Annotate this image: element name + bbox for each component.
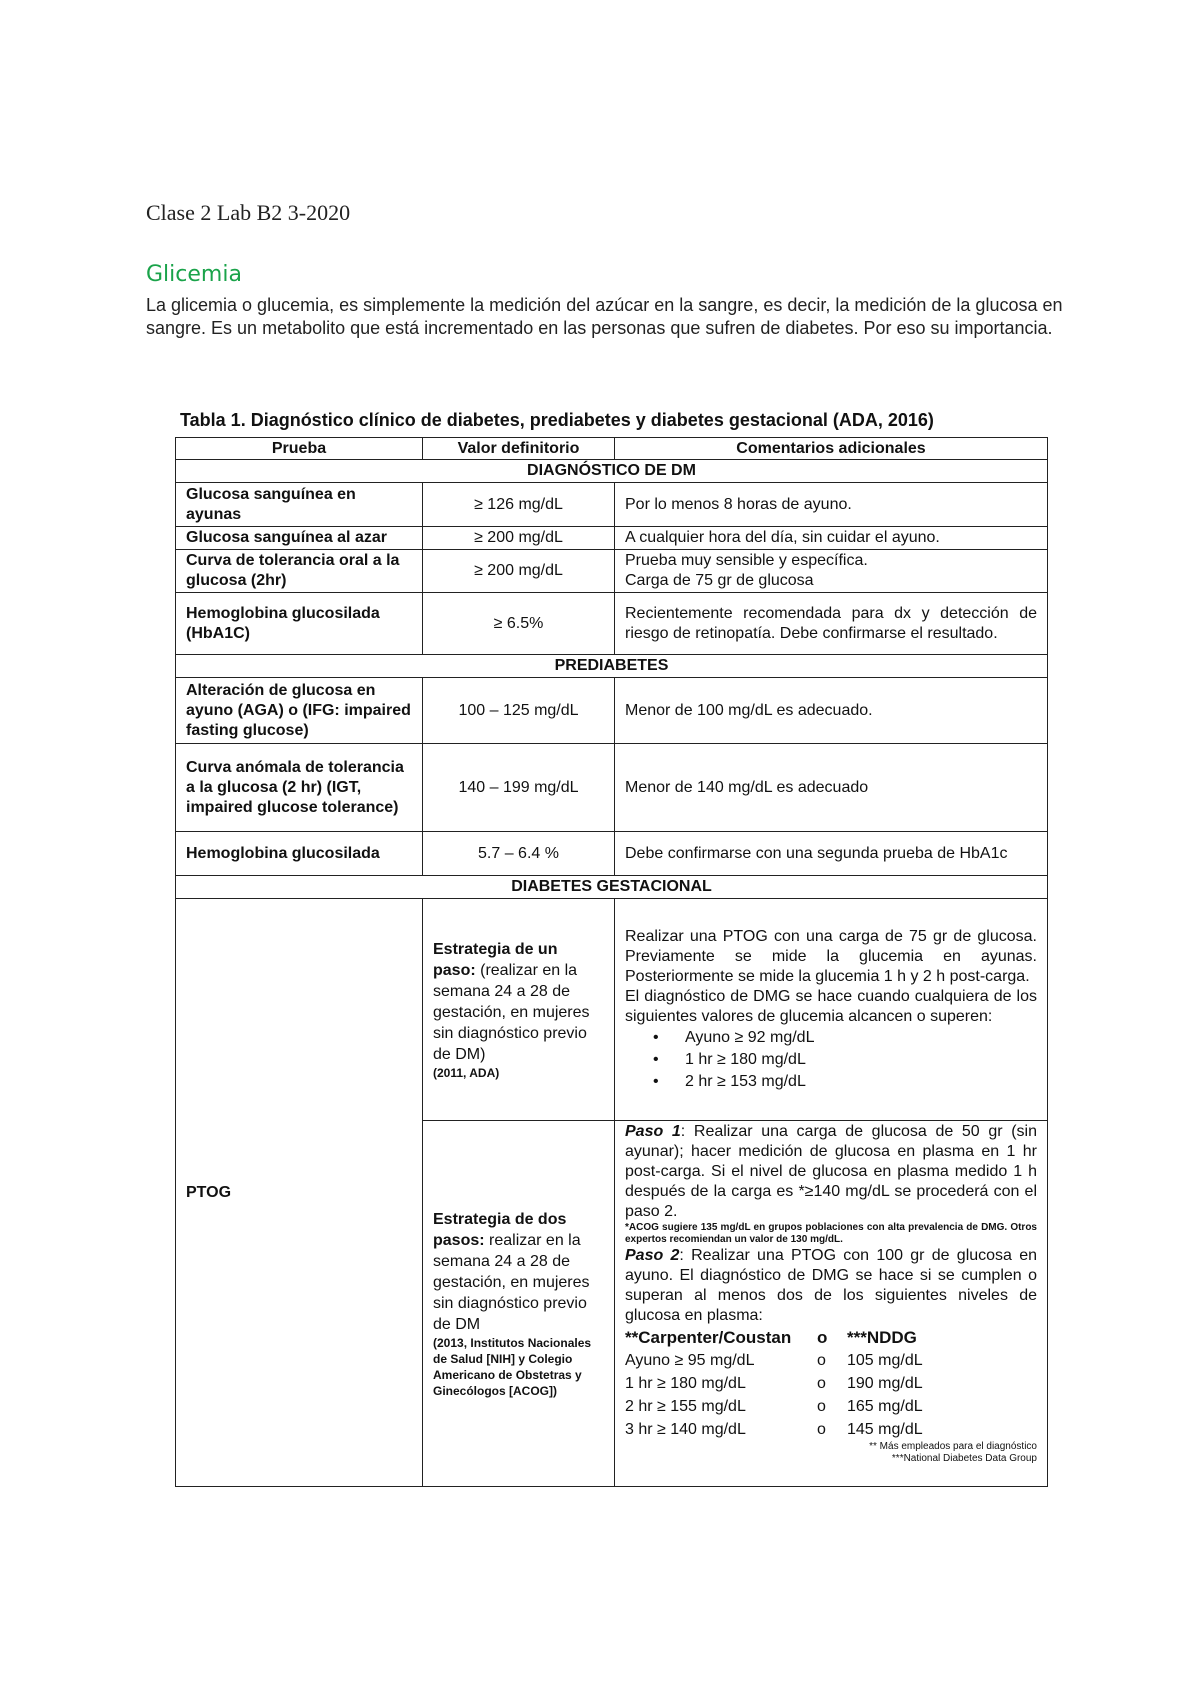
section-prediabetes: PREDIABETES (176, 655, 1048, 678)
criteria-cell: Ayuno ≥ 95 mg/dL (625, 1352, 755, 1369)
criteria-cell: o (817, 1398, 826, 1415)
criteria-cell: o (817, 1375, 826, 1392)
section-gestational: DIABETES GESTACIONAL (176, 876, 1048, 899)
criteria-header: ***NDDG (847, 1328, 917, 1347)
table-title: Tabla 1. Diagnóstico clínico de diabetes, prediabetes y diabetes gestacional (ADA, 2016) (180, 410, 934, 430)
table-row (176, 744, 1048, 832)
diagnosis-table (175, 437, 1048, 1487)
header-prueba: Prueba (176, 438, 423, 460)
section-dm: DIAGNÓSTICO DE DM (176, 460, 1048, 483)
one-step-bullets (625, 1027, 1037, 1093)
test-value: ≥ 200 mg/dL (423, 550, 615, 593)
list-item: • Ayuno ≥ 92 mg/dL (685, 1027, 1037, 1049)
test-comment: Por lo menos 8 horas de ayuno. (615, 483, 1048, 527)
header-valor: Valor definitorio (423, 438, 615, 460)
test-name: Glucosa sanguínea al azar (176, 527, 423, 550)
criteria-grid (625, 1326, 1037, 1441)
document-header: Clase 2 Lab B2 3-2020 (146, 200, 351, 225)
test-comment: Menor de 100 mg/dL es adecuado. (615, 678, 1048, 744)
comment-line: Carga de 75 gr de glucosa (625, 572, 814, 589)
step1-text: : Realizar una carga de glucosa de 50 gr (sin ayunar); hacer medición de glucosa en plasma en 1 hr post-carga. Si el nivel de glucosa en plasma medido 1 h después de la carga es *≥140 mg/dL se procederá con el paso 2. (625, 1123, 1038, 1220)
footnote: ** Más empleados para el diagnóstico (869, 1441, 1037, 1452)
step2-label: Paso 2 (625, 1247, 680, 1264)
two-step-comment (615, 1121, 1048, 1487)
strategy-two-step (423, 1121, 615, 1487)
criteria-cell: 2 hr ≥ 155 mg/dL (625, 1398, 746, 1415)
table-row (176, 678, 1048, 744)
test-comment: A cualquier hora del día, sin cuidar el ayuno. (615, 527, 1048, 550)
strategy-desc: (realizar en la semana 24 a 28 de gestación, en mujeres sin diagnóstico previo de DM) (433, 961, 590, 1063)
intro-paragraph: La glicemia o glucemia, es simplemente la medición del azúcar en la sangre, es decir, la medición de la glucosa en sangre. Es un metabolito que está incrementado en las personas que sufren de diabetes. Por eso su importancia. (146, 295, 1063, 338)
test-value: ≥ 126 mg/dL (423, 483, 615, 527)
test-name: Curva de tolerancia oral a la glucosa (2hr) (176, 550, 423, 593)
one-step-comment (615, 899, 1048, 1121)
criteria-cell: o (817, 1352, 826, 1369)
list-item: • 2 hr ≥ 153 mg/dL (685, 1071, 1037, 1093)
table-row (176, 483, 1048, 527)
criteria-cell: 165 mg/dL (847, 1398, 923, 1415)
test-name: Hemoglobina glucosilada (176, 832, 423, 876)
strategy-ref: (2013, Institutos Nacionales de Salud [NIH] y Colegio Americano de Obstetras y Ginecólogos [ACOG]) (433, 1335, 592, 1398)
criteria-cell: 145 mg/dL (847, 1421, 923, 1438)
test-comment: Debe confirmarse con una segunda prueba de HbA1c (615, 832, 1048, 876)
test-name: Glucosa sanguínea en ayunas (176, 483, 423, 527)
table-header-row (176, 438, 1048, 460)
strategy-one-step (423, 899, 615, 1121)
ptog-label: PTOG (176, 899, 423, 1487)
criteria-cell: 105 mg/dL (847, 1352, 923, 1369)
strategy-desc: realizar en la semana 24 a 28 de gestación, en mujeres sin diagnóstico previo de DM (433, 1231, 590, 1333)
test-comment (615, 550, 1048, 593)
list-item: • 1 hr ≥ 180 mg/dL (685, 1049, 1037, 1071)
header-comentarios: Comentarios adicionales (615, 438, 1048, 460)
criteria-cell: 3 hr ≥ 140 mg/dL (625, 1421, 746, 1438)
criteria-cell: 1 hr ≥ 180 mg/dL (625, 1375, 746, 1392)
step1-note: *ACOG sugiere 135 mg/dL en grupos poblaciones con alta prevalencia de DMG. Otros expertos recomiendan un valor de 130 mg/dL. (625, 1222, 1037, 1245)
comment-line: Realizar una PTOG con una carga de 75 gr de glucosa. Previamente se mide la glucemia en ayunas. Posteriormente se mide la glucemia 1 h y 2 h post-carga. (625, 927, 1037, 985)
comment-line: Prueba muy sensible y específica. (625, 552, 868, 569)
test-value: ≥ 6.5% (423, 593, 615, 655)
strategy-ref: (2011, ADA) (433, 1065, 500, 1080)
comment-line: El diagnóstico de DMG se hace cuando cualquiera de los siguientes valores de glucemia alcancen o superen: (625, 987, 1037, 1025)
test-value: 5.7 – 6.4 % (423, 832, 615, 876)
criteria-cell: o (817, 1421, 826, 1438)
test-value: 100 – 125 mg/dL (423, 678, 615, 744)
table-row (176, 593, 1048, 655)
strategy-title: Estrategia de un paso: (433, 940, 558, 979)
section-title: Glicemia (146, 262, 242, 287)
strategy-title: Estrategia de dos pasos: (433, 1210, 567, 1249)
step1-label: Paso 1 (625, 1123, 681, 1140)
test-name: Curva anómala de tolerancia a la glucosa (2 hr) (IGT, impaired glucose tolerance) (176, 744, 423, 832)
test-name: Hemoglobina glucosilada (HbA1C) (176, 593, 423, 655)
table-row (176, 527, 1048, 550)
test-comment: Menor de 140 mg/dL es adecuado (615, 744, 1048, 832)
criteria-header: o (817, 1328, 828, 1347)
test-value: ≥ 200 mg/dL (423, 527, 615, 550)
table-row (176, 899, 1048, 1121)
step2-text: : Realizar una PTOG con 100 gr de glucosa en ayuno. El diagnóstico de DMG se hace si se cumplen o superan al menos dos de los siguientes niveles de glucosa en plasma: (625, 1247, 1038, 1324)
test-comment: Recientemente recomendada para dx y detección de riesgo de retinopatía. Debe confirmarse el resultado. (615, 593, 1048, 655)
footnote: ***National Diabetes Data Group (891, 1453, 1037, 1464)
table-row (176, 550, 1048, 593)
criteria-cell: 190 mg/dL (847, 1375, 923, 1392)
table-row (176, 832, 1048, 876)
test-value: 140 – 199 mg/dL (423, 744, 615, 832)
test-name: Alteración de glucosa en ayuno (AGA) o (IFG: impaired fasting glucose) (176, 678, 423, 744)
criteria-header: **Carpenter/Coustan (625, 1328, 792, 1347)
